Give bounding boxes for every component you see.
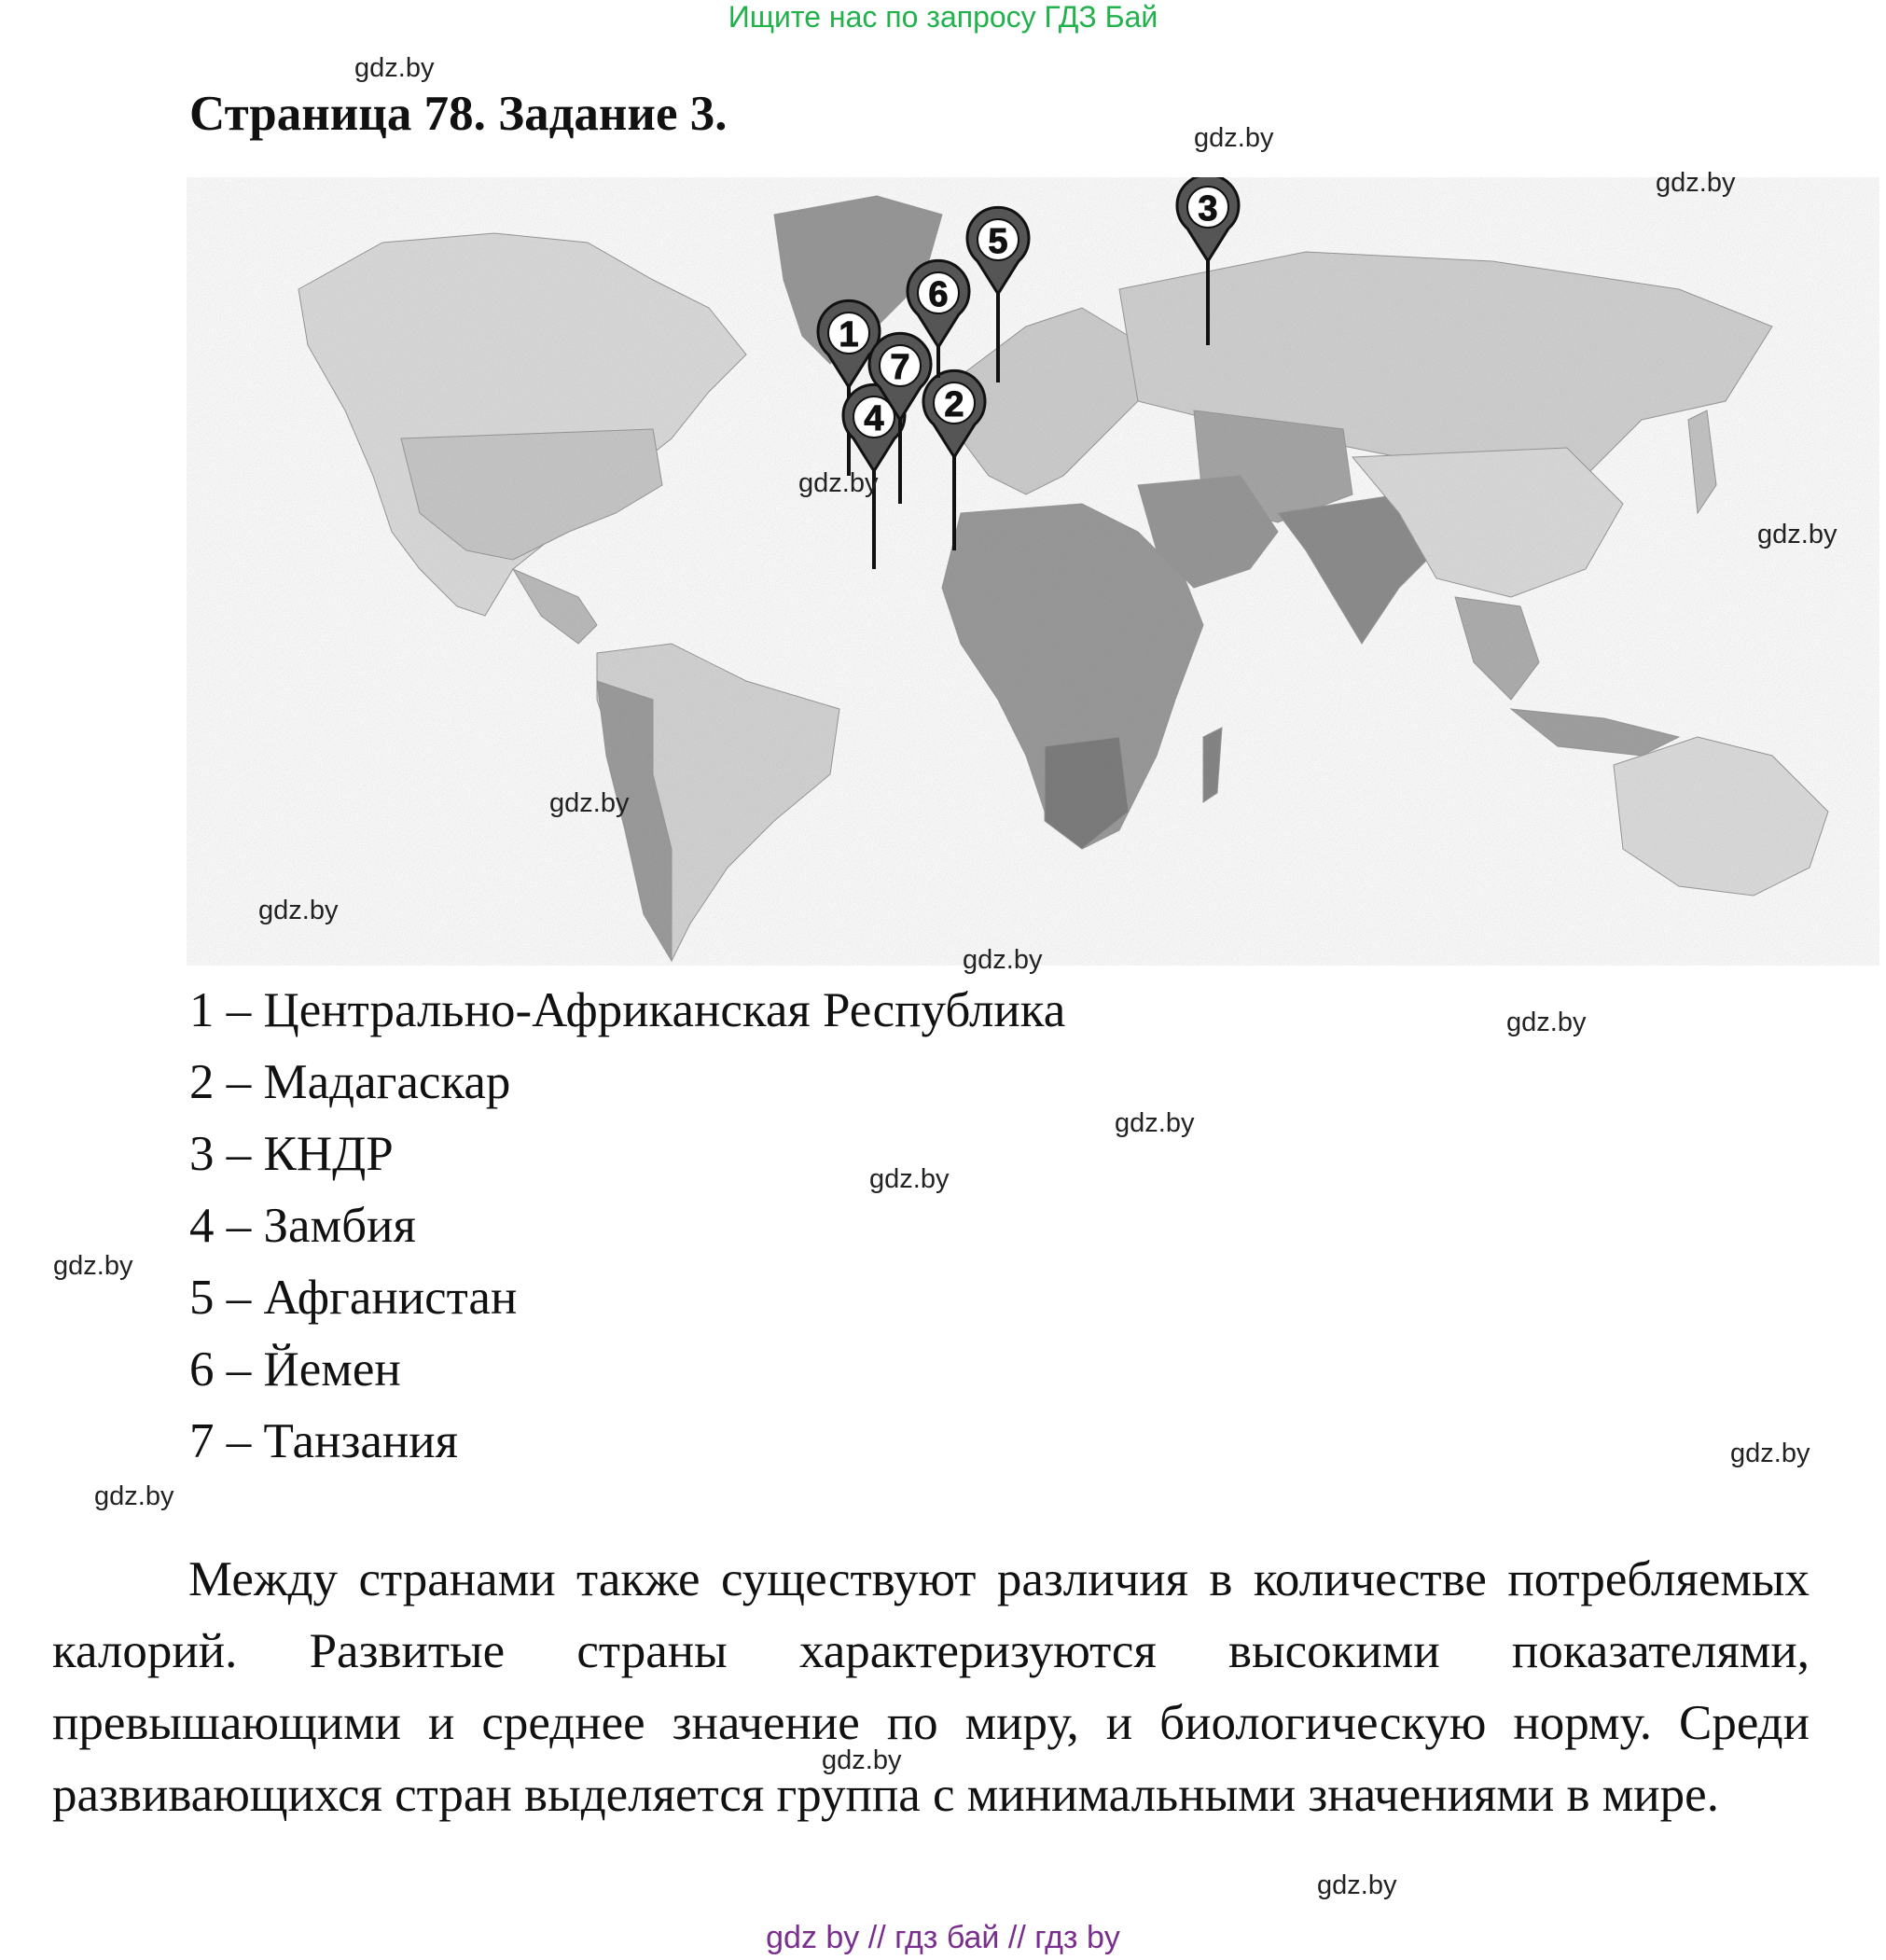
legend-item: 2 – Мадагаскар [189,1055,511,1109]
legend-item: 3 – КНДР [189,1127,394,1181]
watermark: gdz.by [1506,1008,1587,1037]
legend-item: 6 – Йемен [189,1342,401,1397]
watermark: gdz.by [1730,1439,1810,1468]
pin-label-6: 6 [928,275,949,314]
watermark: gdz.by [869,1164,950,1194]
top-banner[interactable]: Ищите нас по запросу ГДЗ Бай [728,0,1158,34]
world-map [187,177,1879,966]
southeast-asia [1455,597,1539,700]
watermark: gdz.by [963,945,1043,975]
legend-item: 4 – Замбия [189,1199,416,1253]
pin-label-7: 7 [890,348,910,387]
page-title: Страница 78. Задание 3. [189,87,728,141]
watermark: gdz.by [1317,1870,1397,1900]
watermark: gdz.by [1194,123,1274,153]
madagascar [1203,728,1222,802]
watermark: gdz.by [354,53,435,83]
pin-label-4: 4 [864,399,884,438]
pin-label-1: 1 [839,315,859,354]
indonesia [1511,709,1679,756]
watermark: gdz.by [1757,520,1837,549]
watermark: gdz.by [822,1745,902,1775]
paragraph-text: Между странами также существуют различия в количестве потребляемых калорий. Развитые страны характеризуются высокими показателями, превышающими и среднее значение по миру, и биологическую норму. Среди развивающихся стран выделяется группа с минимальными значениями в мире. [52,1552,1810,1822]
watermark: gdz.by [1115,1108,1195,1138]
body-paragraph [52,1544,1810,1831]
watermark: gdz.by [549,788,630,818]
watermark: gdz.by [798,468,879,498]
japan [1688,410,1716,513]
watermark: gdz.by [1656,168,1736,198]
pin-label-2: 2 [944,385,964,424]
pin-label-5: 5 [988,222,1008,261]
legend-item: 1 – Центрально-Африканская Республика [189,983,1066,1037]
north-america [298,233,746,616]
watermark: gdz.by [53,1251,133,1281]
legend-item: 5 – Афганистан [189,1271,518,1325]
legend-item: 7 – Танзания [189,1414,459,1468]
australia [1614,737,1828,896]
pin-label-3: 3 [1198,189,1218,229]
watermark: gdz.by [258,896,339,925]
legend-list [189,975,1065,1478]
footer-links[interactable]: gdz by // гдз бай // гдз by [766,1920,1120,1955]
watermark: gdz.by [94,1481,174,1511]
central-america [513,569,597,644]
